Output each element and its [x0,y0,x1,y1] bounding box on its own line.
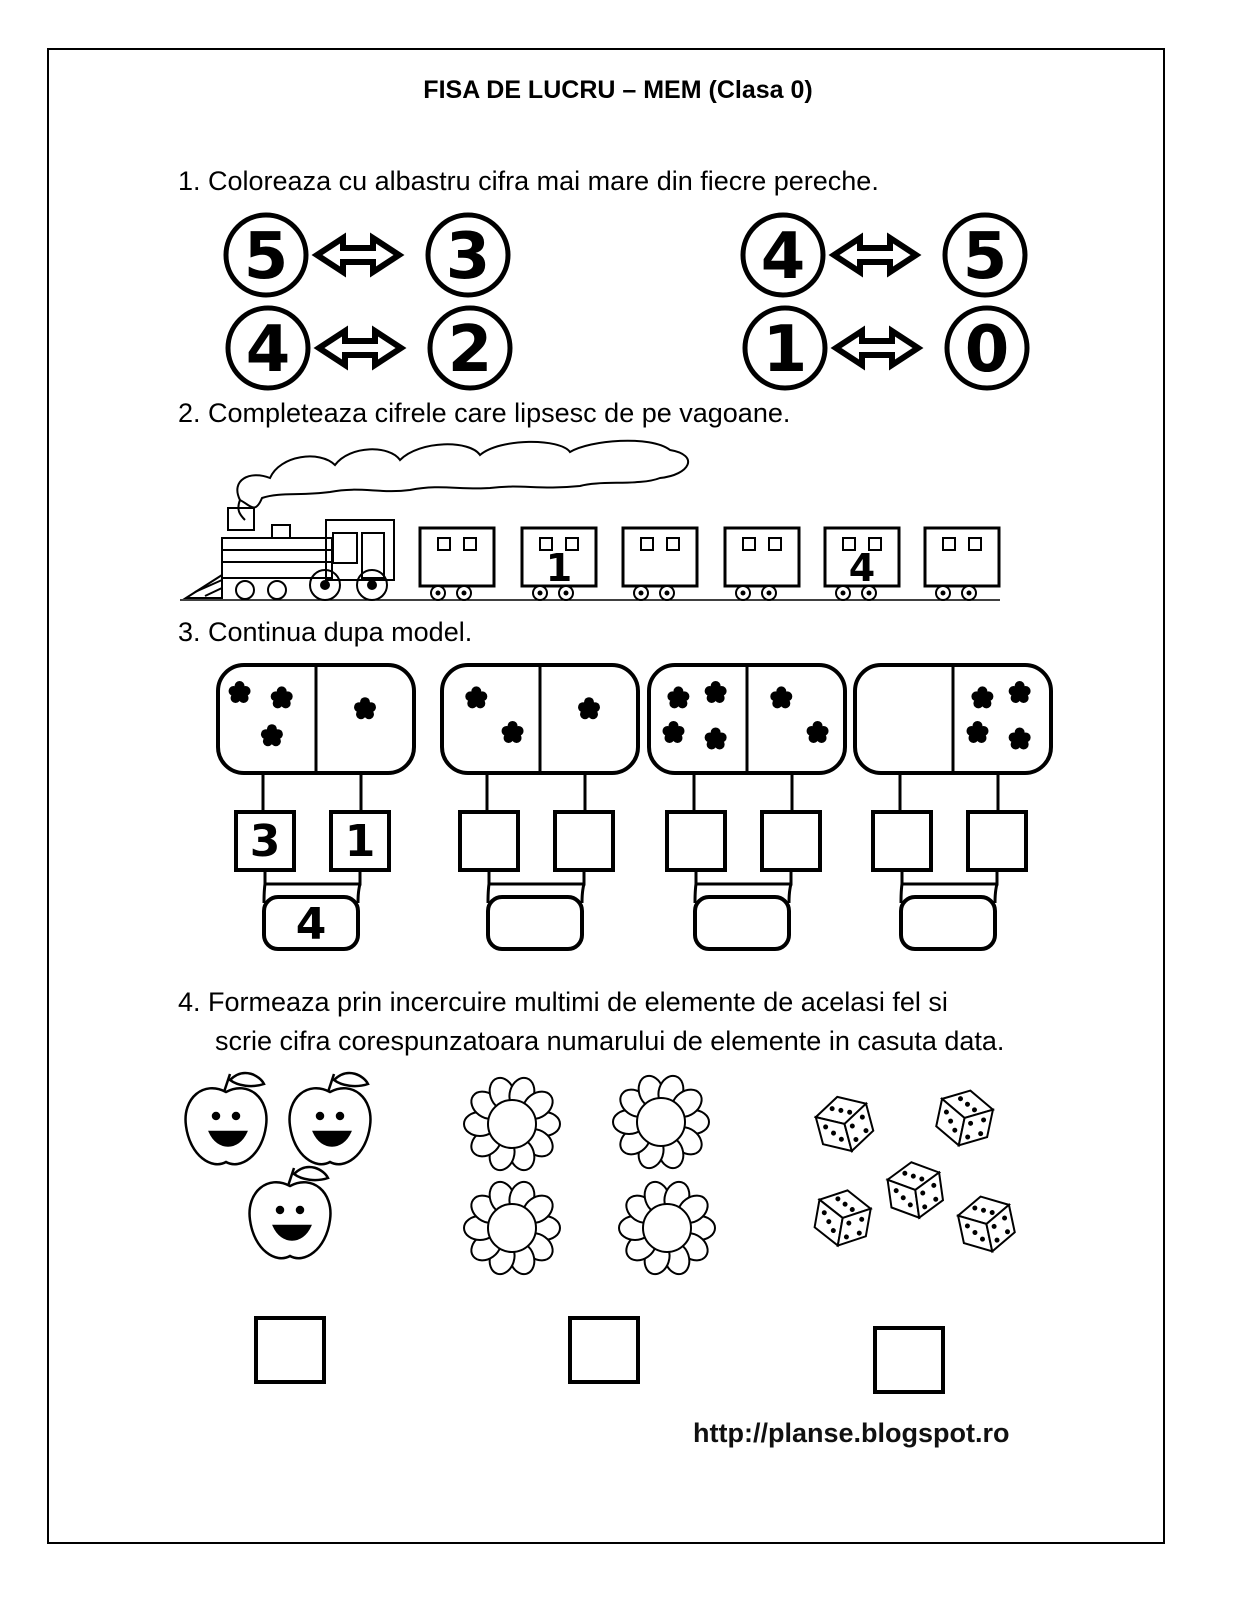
task-3-text: 3. Continua dupa model. [178,617,473,647]
sum-box[interactable] [695,897,789,949]
dice-group [812,1085,1018,1257]
answer-box-right[interactable] [762,812,820,870]
boiler [222,538,332,578]
wagon [725,528,799,600]
number-pairs [226,215,1027,388]
domino-count: 3 [249,816,281,867]
wagon-body[interactable] [925,528,999,586]
wagon-number: 1 [545,546,573,590]
apple-icon [250,1167,331,1258]
double-arrow-icon [836,331,918,365]
sum-box[interactable] [901,897,995,949]
number-pair [745,308,1027,388]
pair-digit-left: 4 [760,220,806,294]
domino-exercise [855,665,1051,949]
wagon [420,528,494,600]
pair-digit-right: 0 [964,313,1010,387]
answer-box-right[interactable] [555,812,613,870]
pair-digit-right: 5 [962,220,1008,294]
double-arrow-icon [317,238,399,272]
wagon-body[interactable] [623,528,697,586]
dominoes [218,665,1051,950]
wagons [420,528,999,600]
double-arrow-icon [319,331,401,365]
dice-icon [812,1090,877,1158]
task-1-text: 1. Coloreaza cu albastru cifra mai mare din fiecre pereche. [178,166,879,196]
flower-icon [613,1073,709,1172]
cowcatcher [186,575,222,598]
answer-box-dice[interactable] [875,1328,943,1392]
task-2-text: 2. Completeaza cifrele care lipsesc de pe vagoane. [178,398,791,428]
wagon-body[interactable] [420,528,494,586]
chimney [228,508,254,530]
answer-box-left[interactable] [873,812,931,870]
dice-icon [812,1186,873,1250]
dice-icon [886,1159,945,1222]
apple-icon [186,1073,267,1164]
wagon [825,528,899,600]
number-pair [228,308,510,388]
pair-digit-left: 5 [243,220,289,294]
wagon-number: 4 [848,546,876,590]
wagon-body[interactable] [725,528,799,586]
domino-exercise [649,665,845,949]
sum-box[interactable] [488,897,582,949]
wagon [623,528,697,600]
page-title: FISA DE LUCRU – MEM (Clasa 0) [423,76,813,104]
flower-group [464,1073,715,1278]
domino-exercise [442,665,638,949]
dice-icon [933,1085,996,1151]
wagon [925,528,999,600]
number-pair [743,215,1025,295]
flower-icon [464,1075,560,1174]
answer-box-left[interactable] [667,812,725,870]
flower-icon [619,1179,715,1278]
answer-box-left[interactable] [460,812,518,870]
number-pair [226,215,508,295]
pair-digit-left: 4 [245,313,291,387]
task-4-line2: scrie cifra corespunzatoara numarului de elemente in casuta data. [215,1026,1005,1056]
pair-digit-right: 2 [447,313,493,387]
smoke-cloud [237,441,688,508]
apple-icon [290,1073,371,1164]
domino-count: 1 [344,816,376,867]
double-arrow-icon [834,238,916,272]
task-4-line1: 4. Formeaza prin incercuire multimi de elemente de acelasi fel si [178,987,948,1017]
apple-group [186,1073,371,1258]
wagon [522,528,596,600]
footer-url: http://planse.blogspot.ro [693,1418,1010,1448]
pair-digit-left: 1 [762,313,808,387]
answer-box-flowers[interactable] [570,1318,638,1382]
flower-icon [464,1179,560,1278]
answer-box-right[interactable] [968,812,1026,870]
domino-exercise [218,665,414,950]
dice-icon [955,1191,1018,1257]
sum-value: 4 [295,899,327,950]
pair-digit-right: 3 [445,220,491,294]
answer-box-apples[interactable] [256,1318,324,1382]
